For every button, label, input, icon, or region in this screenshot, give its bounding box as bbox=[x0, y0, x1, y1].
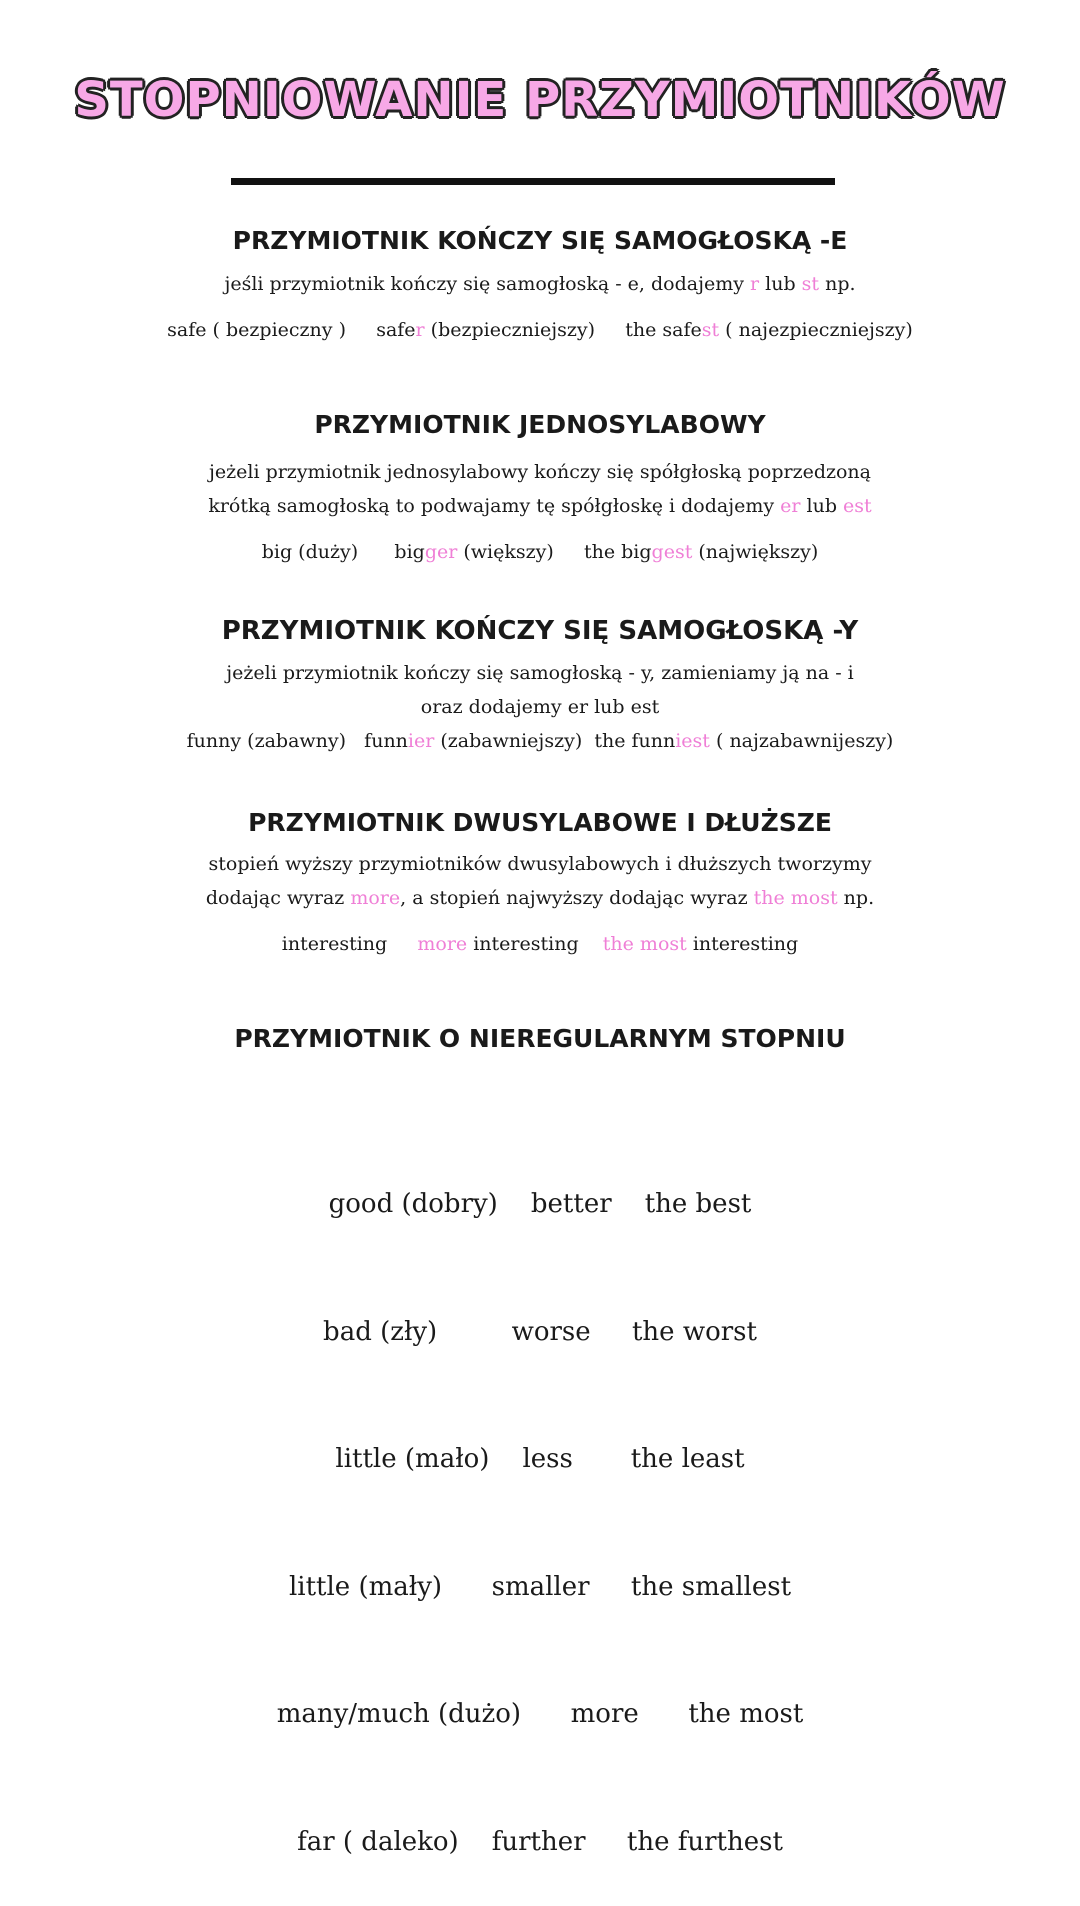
example-comparative: bigger (większy) bbox=[394, 541, 554, 563]
highlight: more bbox=[350, 887, 401, 909]
section-description: jeżeli przymiotnik kończy się samogłoską - y, zamieniamy ją na - i oraz dodajemy er lub est bbox=[226, 662, 854, 718]
example-comparative: more interesting bbox=[417, 933, 579, 955]
highlight: er bbox=[780, 495, 801, 517]
section-heading: PRZYMIOTNIK O NIEREGULARNYM STOPNIU bbox=[234, 1024, 846, 1053]
irregular-row: many/much (dużo) more the most bbox=[276, 1699, 804, 1729]
irregular-row: little (mały) smaller the smallest bbox=[288, 1571, 792, 1602]
irregular-row: far ( daleko) further the furthest bbox=[297, 1826, 783, 1857]
highlight: st bbox=[801, 273, 820, 295]
irregular-list bbox=[0, 1098, 1080, 1906]
example-superlative: the biggest (największy) bbox=[583, 541, 819, 563]
title-divider bbox=[231, 178, 835, 185]
highlight: the most bbox=[753, 887, 838, 909]
section-heading: PRZYMIOTNIK KOŃCZY SIĘ SAMOGŁOSKĄ -Y bbox=[221, 616, 859, 646]
page-title: STOPNIOWANIE PRZYMIOTNIKÓW bbox=[74, 72, 1006, 128]
section-one-syllable bbox=[0, 410, 1080, 569]
section-description: jeśli przymiotnik kończy się samogłoską - e, dodajemy r lub st np. bbox=[224, 273, 856, 295]
section-irregular bbox=[0, 1024, 1080, 1053]
example-row bbox=[0, 927, 1080, 961]
section-description: jeżeli przymiotnik jednosylabowy kończy się spółgłoską poprzedzoną krótką samogłoską to podwajamy tę spółgłoskę i dodajemy er lub est bbox=[208, 461, 872, 517]
section-ending-e bbox=[0, 226, 1080, 347]
example-superlative: the most interesting bbox=[602, 933, 799, 955]
example-base: funny (zabawny) bbox=[186, 730, 347, 752]
example-comparative: funnier (zabawniejszy) bbox=[364, 730, 583, 752]
example-base: big (duży) bbox=[261, 541, 359, 563]
highlight: r bbox=[750, 273, 760, 295]
example-row bbox=[0, 535, 1080, 569]
example-base: interesting bbox=[281, 933, 388, 955]
section-ending-y bbox=[0, 616, 1080, 758]
section-heading: PRZYMIOTNIK JEDNOSYLABOWY bbox=[314, 410, 766, 439]
section-heading: PRZYMIOTNIK DWUSYLABOWE I DŁUŻSZE bbox=[248, 808, 832, 837]
example-superlative: the funniest ( najzabawnijeszy) bbox=[594, 730, 894, 752]
section-description: stopień wyższy przymiotników dwusylabowych i dłuższych tworzymy dodając wyraz more, a stopień najwyższy dodając wyraz the most np. bbox=[205, 853, 875, 909]
irregular-row: bad (zły) worse the worst bbox=[323, 1316, 757, 1347]
example-superlative: the safest ( najezpieczniejszy) bbox=[625, 319, 913, 341]
section-two-syllable bbox=[0, 808, 1080, 961]
example-base: safe ( bezpieczny ) bbox=[167, 319, 346, 341]
example-comparative: safer (bezpieczniejszy) bbox=[376, 319, 596, 341]
example-row bbox=[0, 313, 1080, 347]
irregular-row: good (dobry) better the best bbox=[328, 1189, 752, 1219]
highlight: est bbox=[843, 495, 872, 517]
irregular-row: little (mało) less the least bbox=[335, 1444, 745, 1474]
example-row bbox=[0, 724, 1080, 758]
section-heading: PRZYMIOTNIK KOŃCZY SIĘ SAMOGŁOSKĄ -E bbox=[232, 226, 848, 255]
